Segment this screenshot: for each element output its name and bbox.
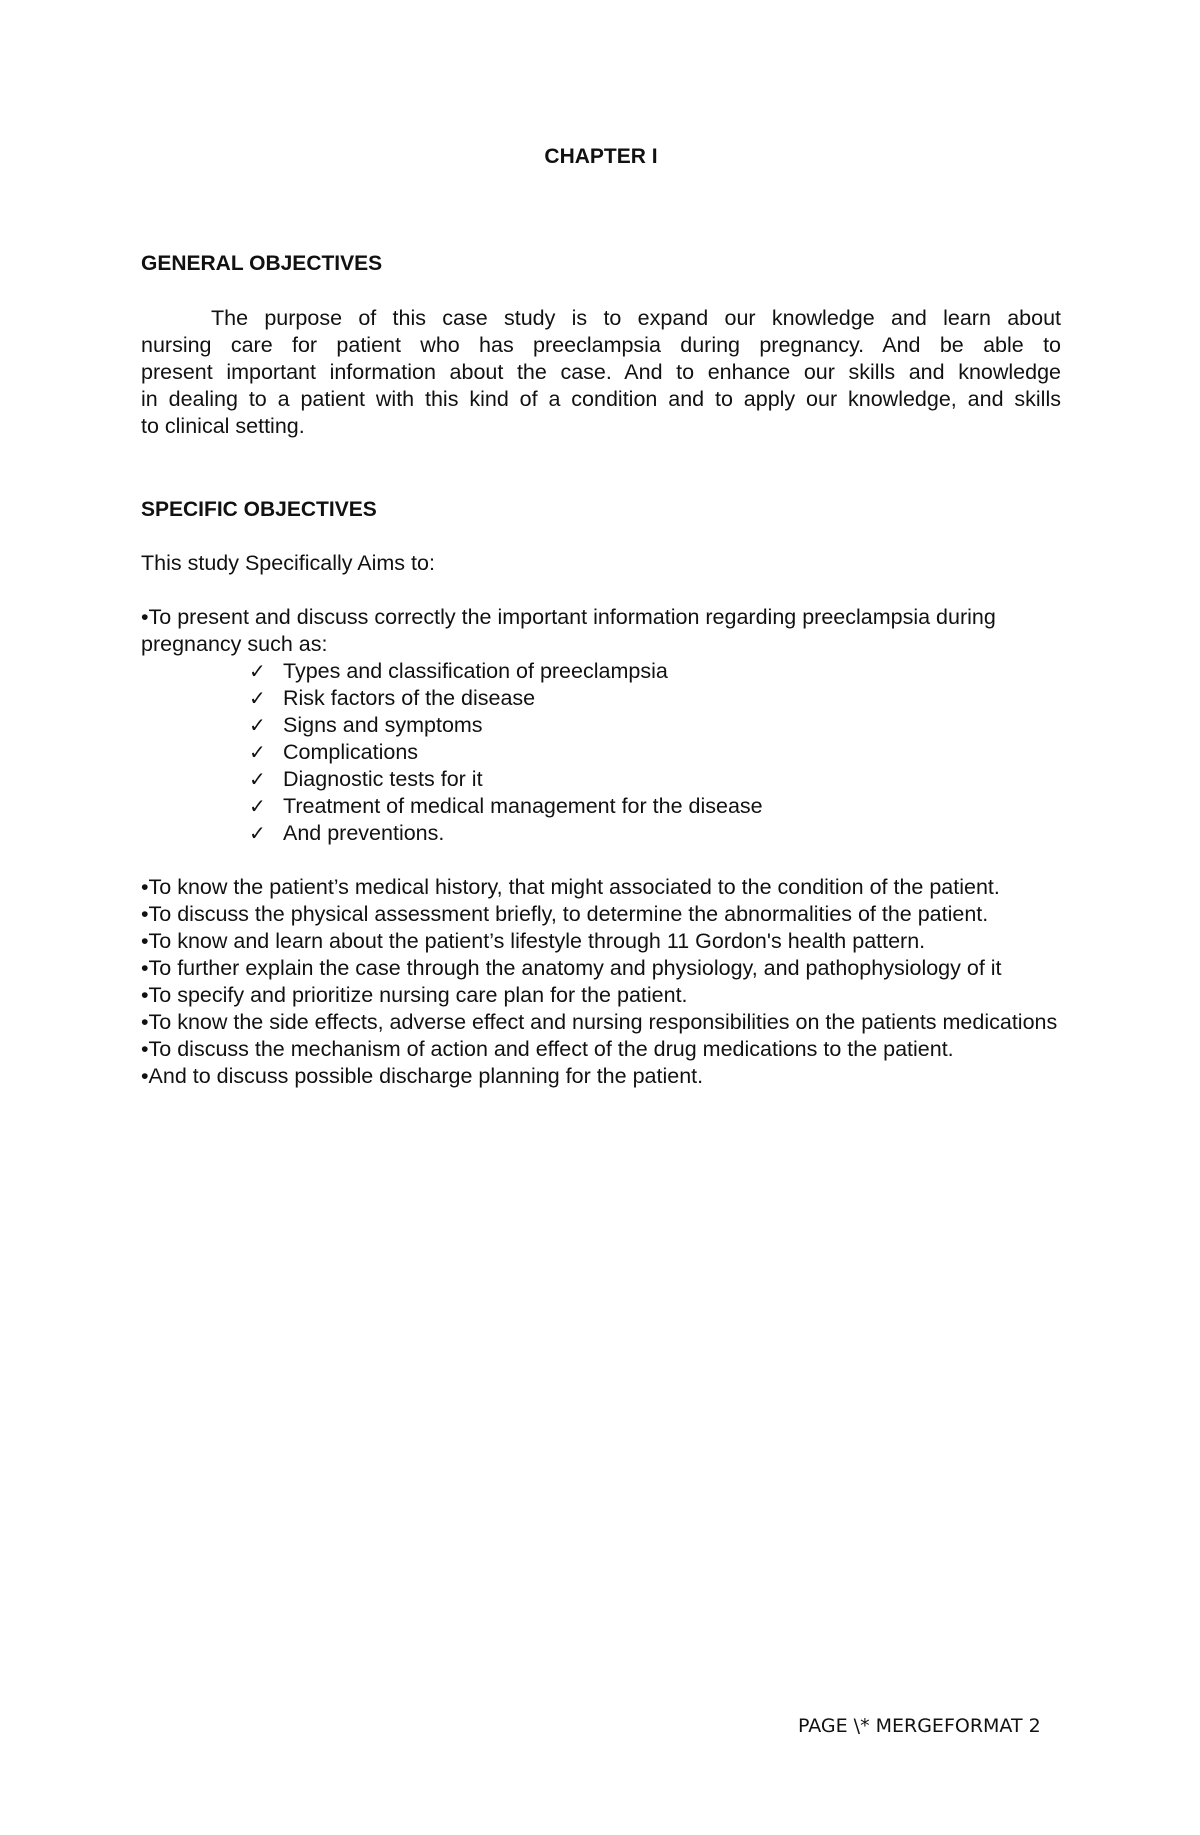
check-mark-icon: ✓	[249, 659, 266, 683]
checklist-item	[249, 685, 763, 712]
checklist-item	[249, 739, 763, 766]
checklist-item-label: Complications	[283, 740, 419, 764]
checklist-item	[249, 712, 763, 739]
specific-objectives-heading: SPECIFIC OBJECTIVES	[141, 498, 377, 521]
objective-bullet: •To present and discuss correctly the important information regarding preeclampsia during pregnancy such as:	[141, 605, 996, 656]
checklist-item	[249, 766, 763, 793]
check-mark-icon: ✓	[249, 767, 266, 791]
objective-bullet: •To know and learn about the patient’s lifestyle through 11 Gordon's health pattern.	[141, 929, 926, 953]
page-footer: PAGE \* MERGEFORMAT 2	[798, 1715, 1041, 1737]
objective-bullet-list	[141, 874, 1061, 1090]
objective-bullet: •To discuss the mechanism of action and effect of the drug medications to the patient.	[141, 1037, 954, 1061]
objective-bullet: •To know the side effects, adverse effect and nursing responsibilities on the patients medications	[141, 1010, 1058, 1034]
checklist-item	[249, 820, 763, 847]
checklist-item-label: And preventions.	[283, 821, 445, 845]
check-mark-icon: ✓	[249, 794, 266, 818]
general-objectives-paragraph	[141, 305, 1061, 440]
checklist-item	[249, 658, 763, 685]
paragraph-line: in dealing to a patient with this kind of a condition and to apply our knowledge, and skills	[141, 387, 1061, 411]
objective-bullet: •To discuss the physical assessment briefly, to determine the abnormalities of the patient.	[141, 902, 989, 926]
aims-intro: This study Specifically Aims to:	[141, 551, 435, 575]
paragraph-line: present important information about the case. And to enhance our skills and knowledge	[141, 360, 1061, 384]
checklist-item-label: Risk factors of the disease	[283, 686, 536, 710]
general-objectives-heading: GENERAL OBJECTIVES	[141, 252, 383, 275]
checklist-item-label: Diagnostic tests for it	[283, 767, 483, 791]
objective-bullet: •To specify and prioritize nursing care plan for the patient.	[141, 983, 688, 1007]
check-mark-icon: ✓	[249, 713, 266, 737]
paragraph-line: to clinical setting.	[141, 414, 305, 438]
checklist-item	[249, 793, 763, 820]
checklist-item-label: Types and classification of preeclampsia	[283, 659, 668, 683]
paragraph-line: The purpose of this case study is to expand our knowledge and learn about	[211, 306, 1061, 330]
checklist-item-label: Signs and symptoms	[283, 713, 483, 737]
check-mark-icon: ✓	[249, 821, 266, 845]
topics-checklist	[249, 658, 763, 847]
objective-bullet: •To know the patient’s medical history, that might associated to the condition of the patient.	[141, 875, 1000, 899]
check-mark-icon: ✓	[249, 740, 266, 764]
paragraph-line: nursing care for patient who has preeclampsia during pregnancy. And be able to	[141, 333, 1061, 357]
objective-bullet: •To further explain the case through the anatomy and physiology, and pathophysiology of it	[141, 956, 1002, 980]
checklist-item-label: Treatment of medical management for the disease	[283, 794, 763, 818]
objective-bullet: •And to discuss possible discharge planning for the patient.	[141, 1064, 704, 1088]
chapter-title: CHAPTER I	[544, 145, 658, 168]
check-mark-icon: ✓	[249, 686, 266, 710]
